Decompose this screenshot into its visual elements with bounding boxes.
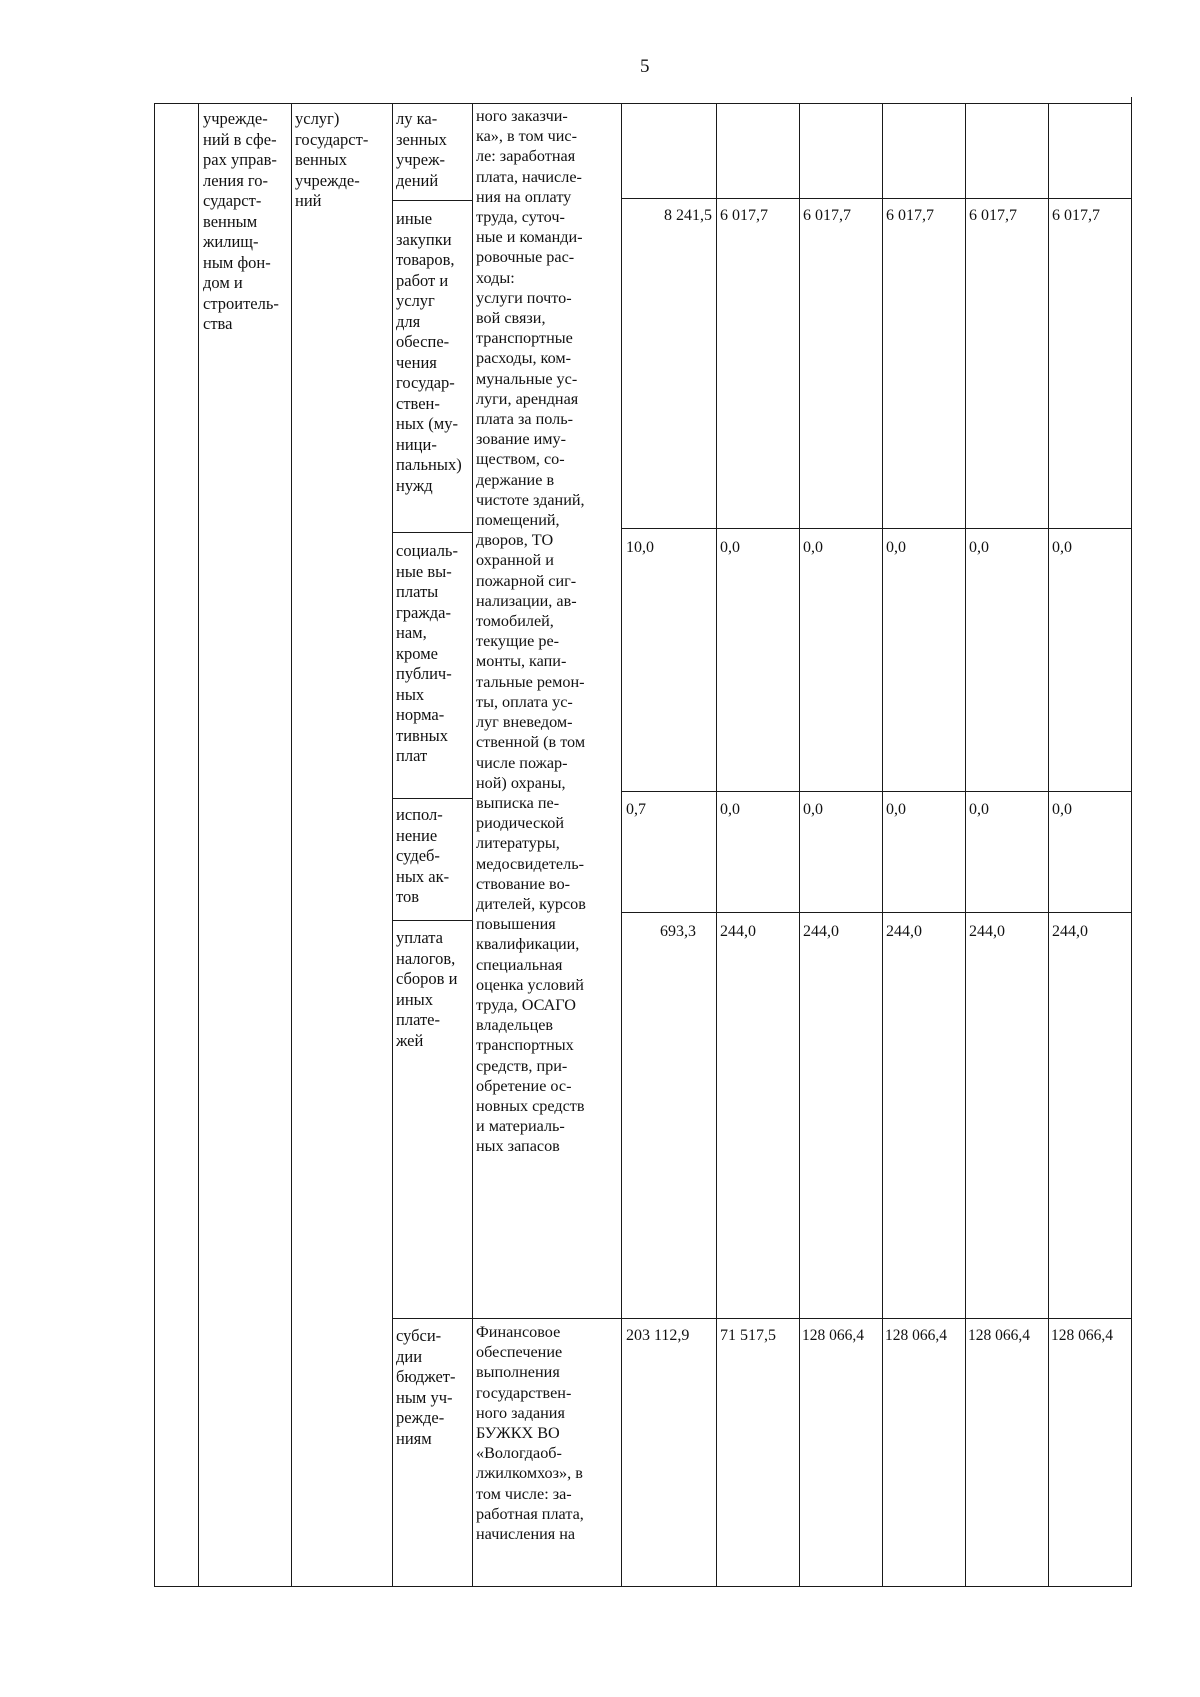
value-cell: 128 066,4	[802, 1327, 864, 1344]
expense-type-cell: испол- нение судеб- ных ак- тов	[396, 805, 450, 906]
table-border-left	[154, 103, 155, 1587]
row-divider	[392, 532, 472, 533]
value-cell: 0,0	[803, 539, 823, 556]
description-cell: ного заказчи- ка», в том чис- ле: заработная плата, начисле- ния на оплату труда, суточ- ные и команди- ровочные рас- ходы: услуги почто- вой связи, транспортные расходы, ком- мунальные ус- луги, арендная плата за поль- зование иму- ществом, со- держание в чистоте зданий, помещений, дворов, ТО охранной и пожарной сиг- нализации, ав- томобилей, текущие ре- монты, капи- тальные ремон- ты, оплата ус- луг вневедом- ственной (в том числе пожар- ной) охраны, выписка пе- риодической литературы, медосвидетель- ствование во- дителей, курсов повышения квалификации, специальная оценка условий труда, ОСАГО владельцев транспортных средств, при- обретение ос- новных средств и материаль- ных запасов	[476, 107, 586, 1156]
page-number: 5	[640, 56, 650, 77]
value-cell: 0,0	[969, 539, 989, 556]
table-border-top	[154, 103, 1132, 104]
value-cell: 244,0	[803, 923, 839, 940]
value-cell: 693,3	[660, 923, 696, 940]
value-cell: 8 241,5	[664, 207, 712, 224]
row-divider	[392, 200, 472, 201]
value-cell: 128 066,4	[968, 1327, 1030, 1344]
column-divider	[291, 103, 292, 1587]
value-cell: 128 066,4	[885, 1327, 947, 1344]
value-cell: 0,7	[626, 801, 646, 818]
value-cell: 6 017,7	[886, 207, 934, 224]
value-cell: 244,0	[969, 923, 1005, 940]
column-divider	[472, 103, 473, 1587]
institution-cell: учрежде- ний в сфе- рах управ- ления го- сударст- венным жилищ- ным фон- дом и строитель- ства	[203, 109, 279, 333]
column-divider	[716, 103, 717, 1587]
column-divider	[198, 103, 199, 1587]
value-cell: 244,0	[720, 923, 756, 940]
value-cell: 0,0	[1052, 539, 1072, 556]
value-cell: 6 017,7	[1052, 207, 1100, 224]
table-border-right	[1131, 97, 1132, 1587]
column-divider	[965, 103, 966, 1587]
row-divider	[392, 920, 472, 921]
table-border-bottom	[154, 1586, 1132, 1587]
value-cell: 0,0	[1052, 801, 1072, 818]
row-divider	[621, 198, 1132, 199]
value-cell: 6 017,7	[720, 207, 768, 224]
row-divider	[621, 528, 1132, 529]
value-cell: 0,0	[803, 801, 823, 818]
value-cell: 0,0	[886, 539, 906, 556]
value-cell: 203 112,9	[626, 1327, 690, 1344]
services-cell: услуг) государст- венных учрежде- ний	[295, 109, 369, 210]
column-divider	[392, 103, 393, 1587]
expense-header-cell: лу ка- зенных учреж- дений	[396, 109, 447, 190]
value-cell: 0,0	[720, 801, 740, 818]
expense-type-cell: иные закупки товаров, работ и услуг для обеспе- чения государ- ствен- ных (му- ници- пальных) нужд	[396, 209, 462, 495]
value-cell: 128 066,4	[1051, 1327, 1113, 1344]
column-divider	[799, 103, 800, 1587]
description-cell: Финансовое обеспечение выполнения государствен- ного задания БУЖКХ ВО «Вологдаоб- лжилкомхоз», в том числе: за- работная плата, начисления на	[476, 1323, 584, 1544]
value-cell: 10,0	[626, 539, 654, 556]
value-cell: 0,0	[886, 801, 906, 818]
row-divider	[621, 912, 1132, 913]
value-cell: 244,0	[1052, 923, 1088, 940]
value-cell: 0,0	[720, 539, 740, 556]
row-divider	[621, 791, 1132, 792]
expense-type-cell: социаль- ные вы- платы гражда- нам, кроме публич- ных норма- тивных плат	[396, 541, 458, 765]
expense-type-cell: уплата налогов, сборов и иных плате- жей	[396, 928, 458, 1050]
value-cell: 0,0	[969, 801, 989, 818]
row-divider	[392, 798, 472, 799]
value-cell: 71 517,5	[720, 1327, 776, 1344]
column-divider	[1048, 103, 1049, 1587]
row-divider	[392, 1318, 1132, 1319]
value-cell: 6 017,7	[969, 207, 1017, 224]
value-cell: 6 017,7	[803, 207, 851, 224]
column-divider	[882, 103, 883, 1587]
value-cell: 244,0	[886, 923, 922, 940]
expense-type-cell: субси- дии бюджет- ным уч- режде- ниям	[396, 1326, 456, 1448]
